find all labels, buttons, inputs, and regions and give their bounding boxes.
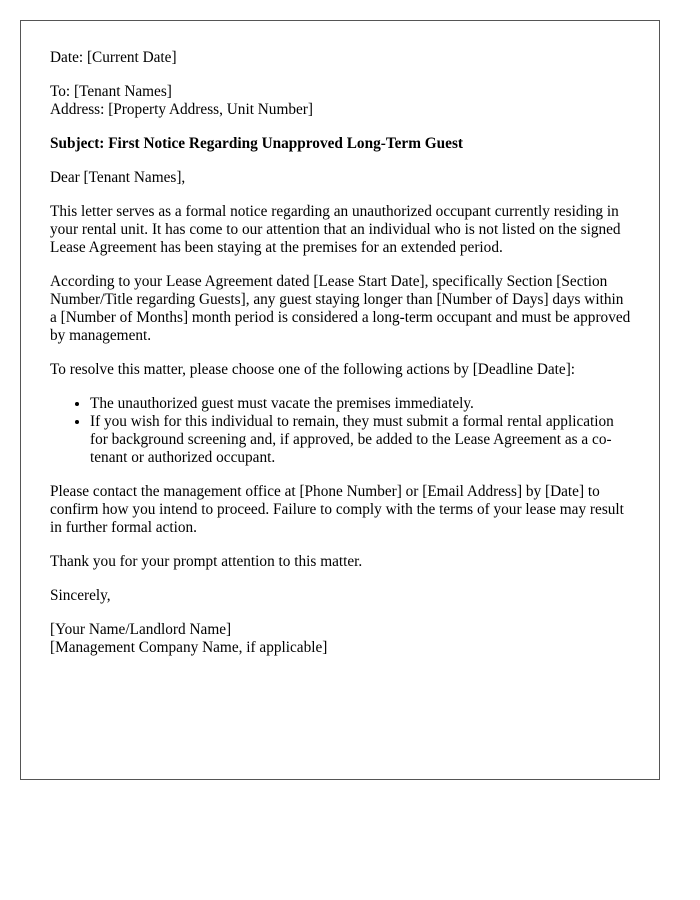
paragraph-notice: This letter serves as a formal notice regarding an unauthorized occupant currently residing in your rental unit. It has come to our attention that an individual who is not listed on the signed Lease Agreement has been staying at the premises for an extended period. bbox=[50, 203, 621, 256]
paragraph-lease-terms: According to your Lease Agreement dated [Lease Start Date], specifically Section [Section Number/Title regarding Guests], any guest staying longer than [Number of Days] days within a [Number of Months] month period is considered a long-term occupant and must be approved by management. bbox=[50, 273, 631, 344]
salutation: Dear [Tenant Names], bbox=[50, 169, 186, 186]
closing: Sincerely, bbox=[50, 587, 111, 604]
action-list bbox=[50, 395, 631, 467]
address-line: Address: [Property Address, Unit Number] bbox=[50, 101, 313, 118]
signature-company: [Management Company Name, if applicable] bbox=[50, 639, 328, 656]
signature-name: [Your Name/Landlord Name] bbox=[50, 621, 232, 638]
action-item-apply: • If you wish for this individual to remain, they must submit a formal rental application for background screening and, if approved, be added to the Lease Agreement as a co-tenant or authorized occupant. bbox=[90, 413, 631, 467]
paragraph-contact: Please contact the management office at [Phone Number] or [Email Address] by [Date] to confirm how you intend to proceed. Failure to comply with the terms of your lease may result in further formal action. bbox=[50, 483, 624, 536]
signature-block bbox=[50, 621, 631, 657]
recipient-line: To: [Tenant Names] bbox=[50, 83, 172, 100]
recipient-block bbox=[50, 83, 631, 119]
paragraph-resolve: To resolve this matter, please choose one of the following actions by [Deadline Date]: bbox=[50, 361, 576, 378]
letter-page bbox=[20, 20, 660, 780]
subject-line: Subject: First Notice Regarding Unapproved Long-Term Guest bbox=[50, 135, 464, 152]
date-line: Date: [Current Date] bbox=[50, 49, 177, 66]
action-item-vacate: • The unauthorized guest must vacate the premises immediately. bbox=[90, 395, 631, 413]
paragraph-thanks: Thank you for your prompt attention to this matter. bbox=[50, 553, 363, 570]
